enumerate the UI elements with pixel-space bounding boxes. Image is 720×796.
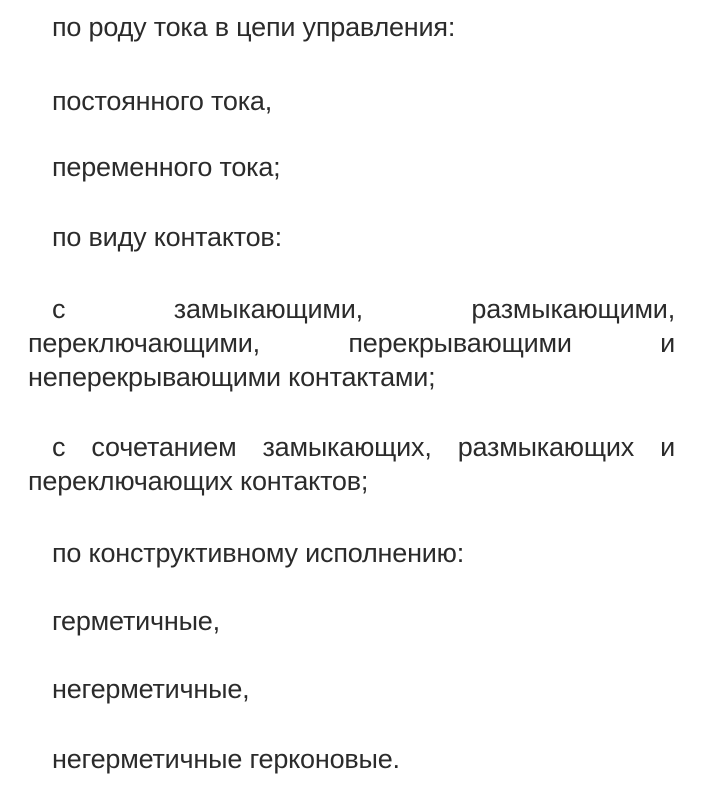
paragraph-unsealed-reed: негерметичные герконовые. — [52, 744, 400, 774]
paragraph-contact-type-heading: по виду контактов: — [52, 222, 282, 252]
paragraph-contact-combination: с сочетанием замыкающих, размыкающих и переключающих контактов; — [28, 432, 675, 496]
paragraph-design-heading: по конструктивному исполнению: — [52, 538, 465, 568]
paragraph-ac: переменного тока; — [52, 152, 281, 182]
paragraph-contact-variants: с замыкающими, размыкающими, переключающими, перекрывающими и неперекрывающими контактами; — [28, 294, 675, 392]
paragraph-current-type-heading: по роду тока в цепи управления: — [52, 12, 456, 42]
paragraph-sealed: герметичные, — [52, 606, 220, 636]
paragraph-unsealed: негерметичные, — [52, 674, 250, 704]
paragraph-dc: постоянного тока, — [52, 86, 273, 116]
